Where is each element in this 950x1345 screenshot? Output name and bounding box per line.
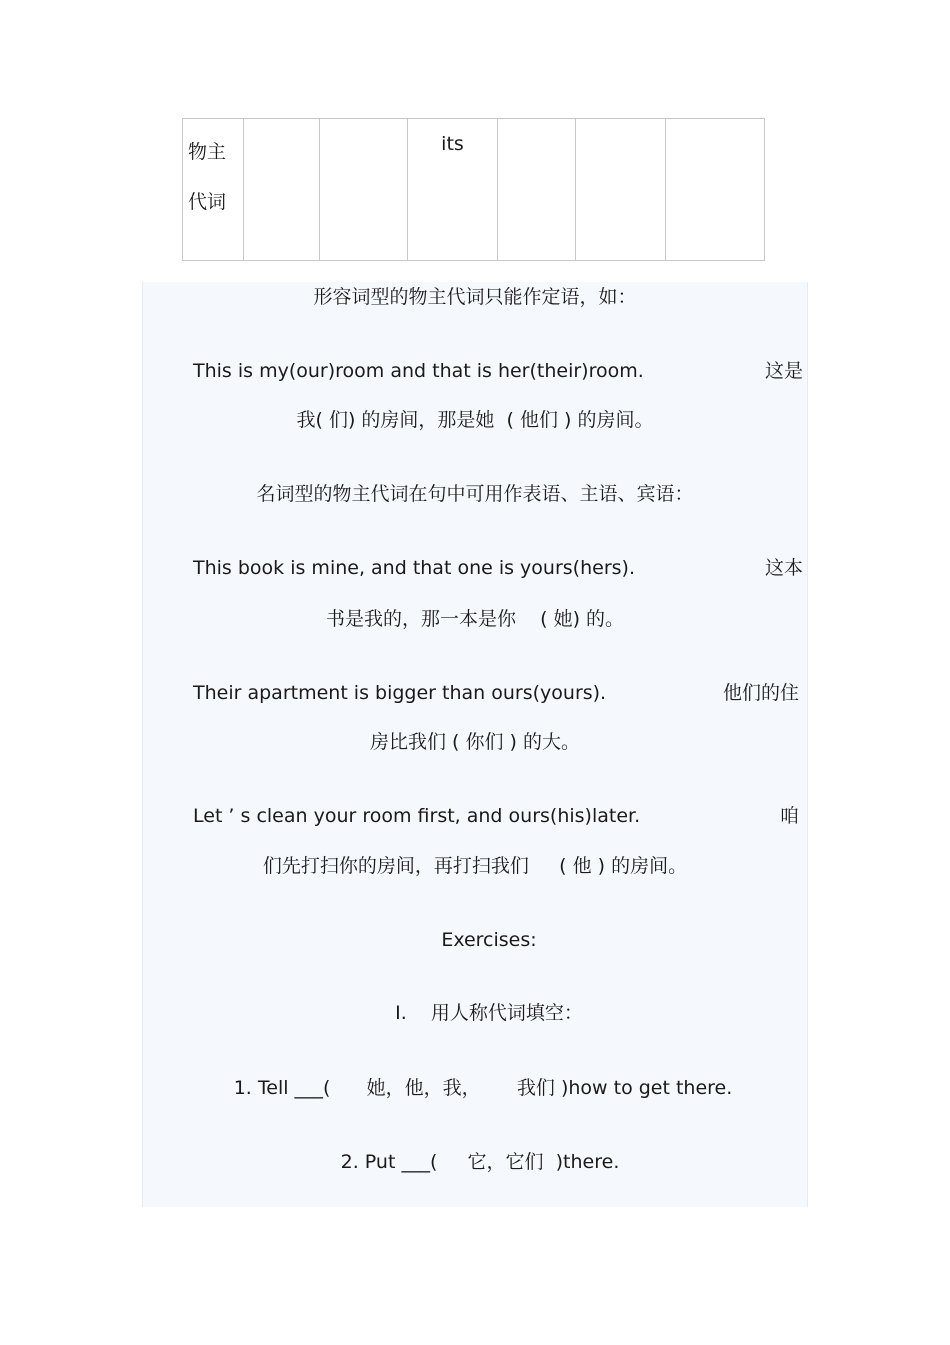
table-row <box>183 119 765 261</box>
exercise-question-2: 2. Put ___( 它，它们 )there. <box>340 1151 620 1173</box>
example-2-english: This book is mine, and that one is yours(hers). <box>193 557 635 579</box>
row-header <box>183 119 244 261</box>
example-3-chinese: 房比我们 ( 你们 ) 的大。 <box>370 731 580 753</box>
example-2-chinese-start: 这本 <box>764 557 803 579</box>
example-3-chinese-start: 他们的住 <box>722 682 799 704</box>
example-4-english: Let ’ s clean your room first, and ours(his)later. <box>193 805 641 827</box>
example-1-english: This is my(our)room and that is her(their)room. <box>193 360 644 382</box>
row-header-line: 物主 <box>188 141 227 163</box>
row-header-line: 代词 <box>188 191 227 213</box>
exercises-title: Exercises: <box>441 929 537 951</box>
table-cell <box>244 119 320 261</box>
exercise-section-heading: I. 用人称代词填空： <box>395 1002 583 1024</box>
adjective-intro: 形容词型的物主代词只能作定语，如： <box>313 286 637 308</box>
table-cell <box>666 119 765 261</box>
content-panel <box>142 282 808 1207</box>
table-cell <box>576 119 666 261</box>
example-4-chinese-start: 咱 <box>779 805 799 827</box>
example-2-chinese: 书是我的，那一本是你 ( 她) 的。 <box>325 608 625 630</box>
example-3-english: Their apartment is bigger than ours(yours). <box>193 682 607 704</box>
exercise-question-1: 1. Tell ___( 她，他，我， 我们 )how to get there. <box>233 1077 733 1099</box>
noun-intro: 名词型的物主代词在句中可用作表语、主语、宾语： <box>256 483 694 505</box>
table-cell: its <box>408 119 498 261</box>
table-cell <box>498 119 576 261</box>
example-1-chinese: 我( 们) 的房间，那是她 ( 他们 ) 的房间。 <box>296 409 654 431</box>
example-4-chinese: 们先打扫你的房间，再打扫我们 ( 他 ) 的房间。 <box>262 855 688 877</box>
table-cell <box>320 119 408 261</box>
pronoun-table <box>182 118 765 261</box>
example-1-chinese-start: 这是 <box>764 360 803 382</box>
